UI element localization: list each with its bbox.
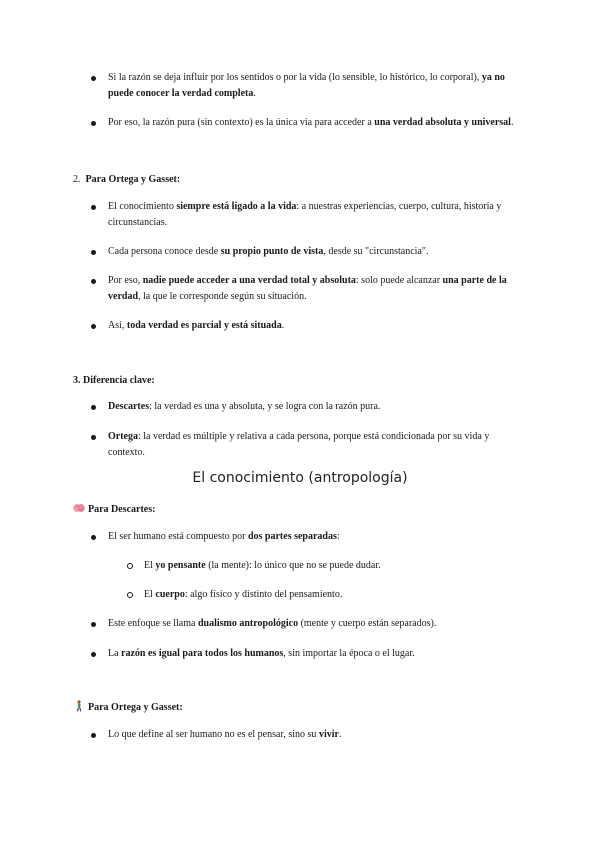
list-item: Por eso, la razón pura (sin contexto) es la única vía para acceder a una verdad absoluta y universal. xyxy=(108,117,514,128)
bullet xyxy=(91,250,96,255)
section-heading: 3. Diferencia clave: xyxy=(73,375,155,386)
bullet xyxy=(91,205,96,210)
section-heading: 2. Para Ortega y Gasset: xyxy=(73,174,181,185)
sub-list-item: El cuerpo: algo físico y distinto del pensamiento. xyxy=(144,589,343,600)
bullet xyxy=(91,435,96,440)
bullet xyxy=(91,76,96,81)
descartes-heading: Para Descartes: xyxy=(73,502,155,518)
sub-bullet xyxy=(127,592,133,598)
list-item: El ser humano está compuesto por dos partes separadas: xyxy=(108,531,340,542)
list-item: Si la razón se deja influir por los sentidos o por la vida (lo sensible, lo histórico, lo corporal), ya no puede conocer la verdad completa. xyxy=(108,72,505,99)
list-item: Ortega: la verdad es múltiple y relativa a cada persona, porque está condicionada por su vida y contexto. xyxy=(108,431,490,458)
person-walking-icon xyxy=(73,700,85,712)
list-item: Por eso, nadie puede acceder a una verdad total y absoluta: solo puede alcanzar una parte de la verdad, la que le corresponde según su situación. xyxy=(108,275,507,302)
list-item: Así, toda verdad es parcial y está situada. xyxy=(108,320,285,331)
bullet xyxy=(91,535,96,540)
sub-bullet xyxy=(127,563,133,569)
sub-list-item: El yo pensante (la mente): lo único que no se puede dudar. xyxy=(144,560,381,571)
bullet xyxy=(91,733,96,738)
bullet xyxy=(91,324,96,329)
bullet xyxy=(91,279,96,284)
bullet xyxy=(91,121,96,126)
list-item: El conocimiento siempre está ligado a la vida: a nuestras experiencias, cuerpo, cultura, historia y circunstancias. xyxy=(108,201,502,228)
list-item: Descartes: la verdad es una y absoluta, y se logra con la razón pura. xyxy=(108,401,381,412)
bullet xyxy=(91,622,96,627)
bullet xyxy=(91,652,96,657)
list-item: Este enfoque se llama dualismo antropológico (mente y cuerpo están separados). xyxy=(108,618,437,629)
list-item: La razón es igual para todos los humanos, sin importar la época o el lugar. xyxy=(108,648,415,659)
list-item: Lo que define al ser humano no es el pensar, sino su vivir. xyxy=(108,729,342,740)
list-item: Cada persona conoce desde su propio punto de vista, desde su "circunstancia". xyxy=(108,246,429,257)
ortega-heading: Para Ortega y Gasset: xyxy=(73,700,183,716)
page-heading: El conocimiento (antropología) xyxy=(192,470,408,486)
brain-icon xyxy=(73,503,85,513)
bullet xyxy=(91,405,96,410)
